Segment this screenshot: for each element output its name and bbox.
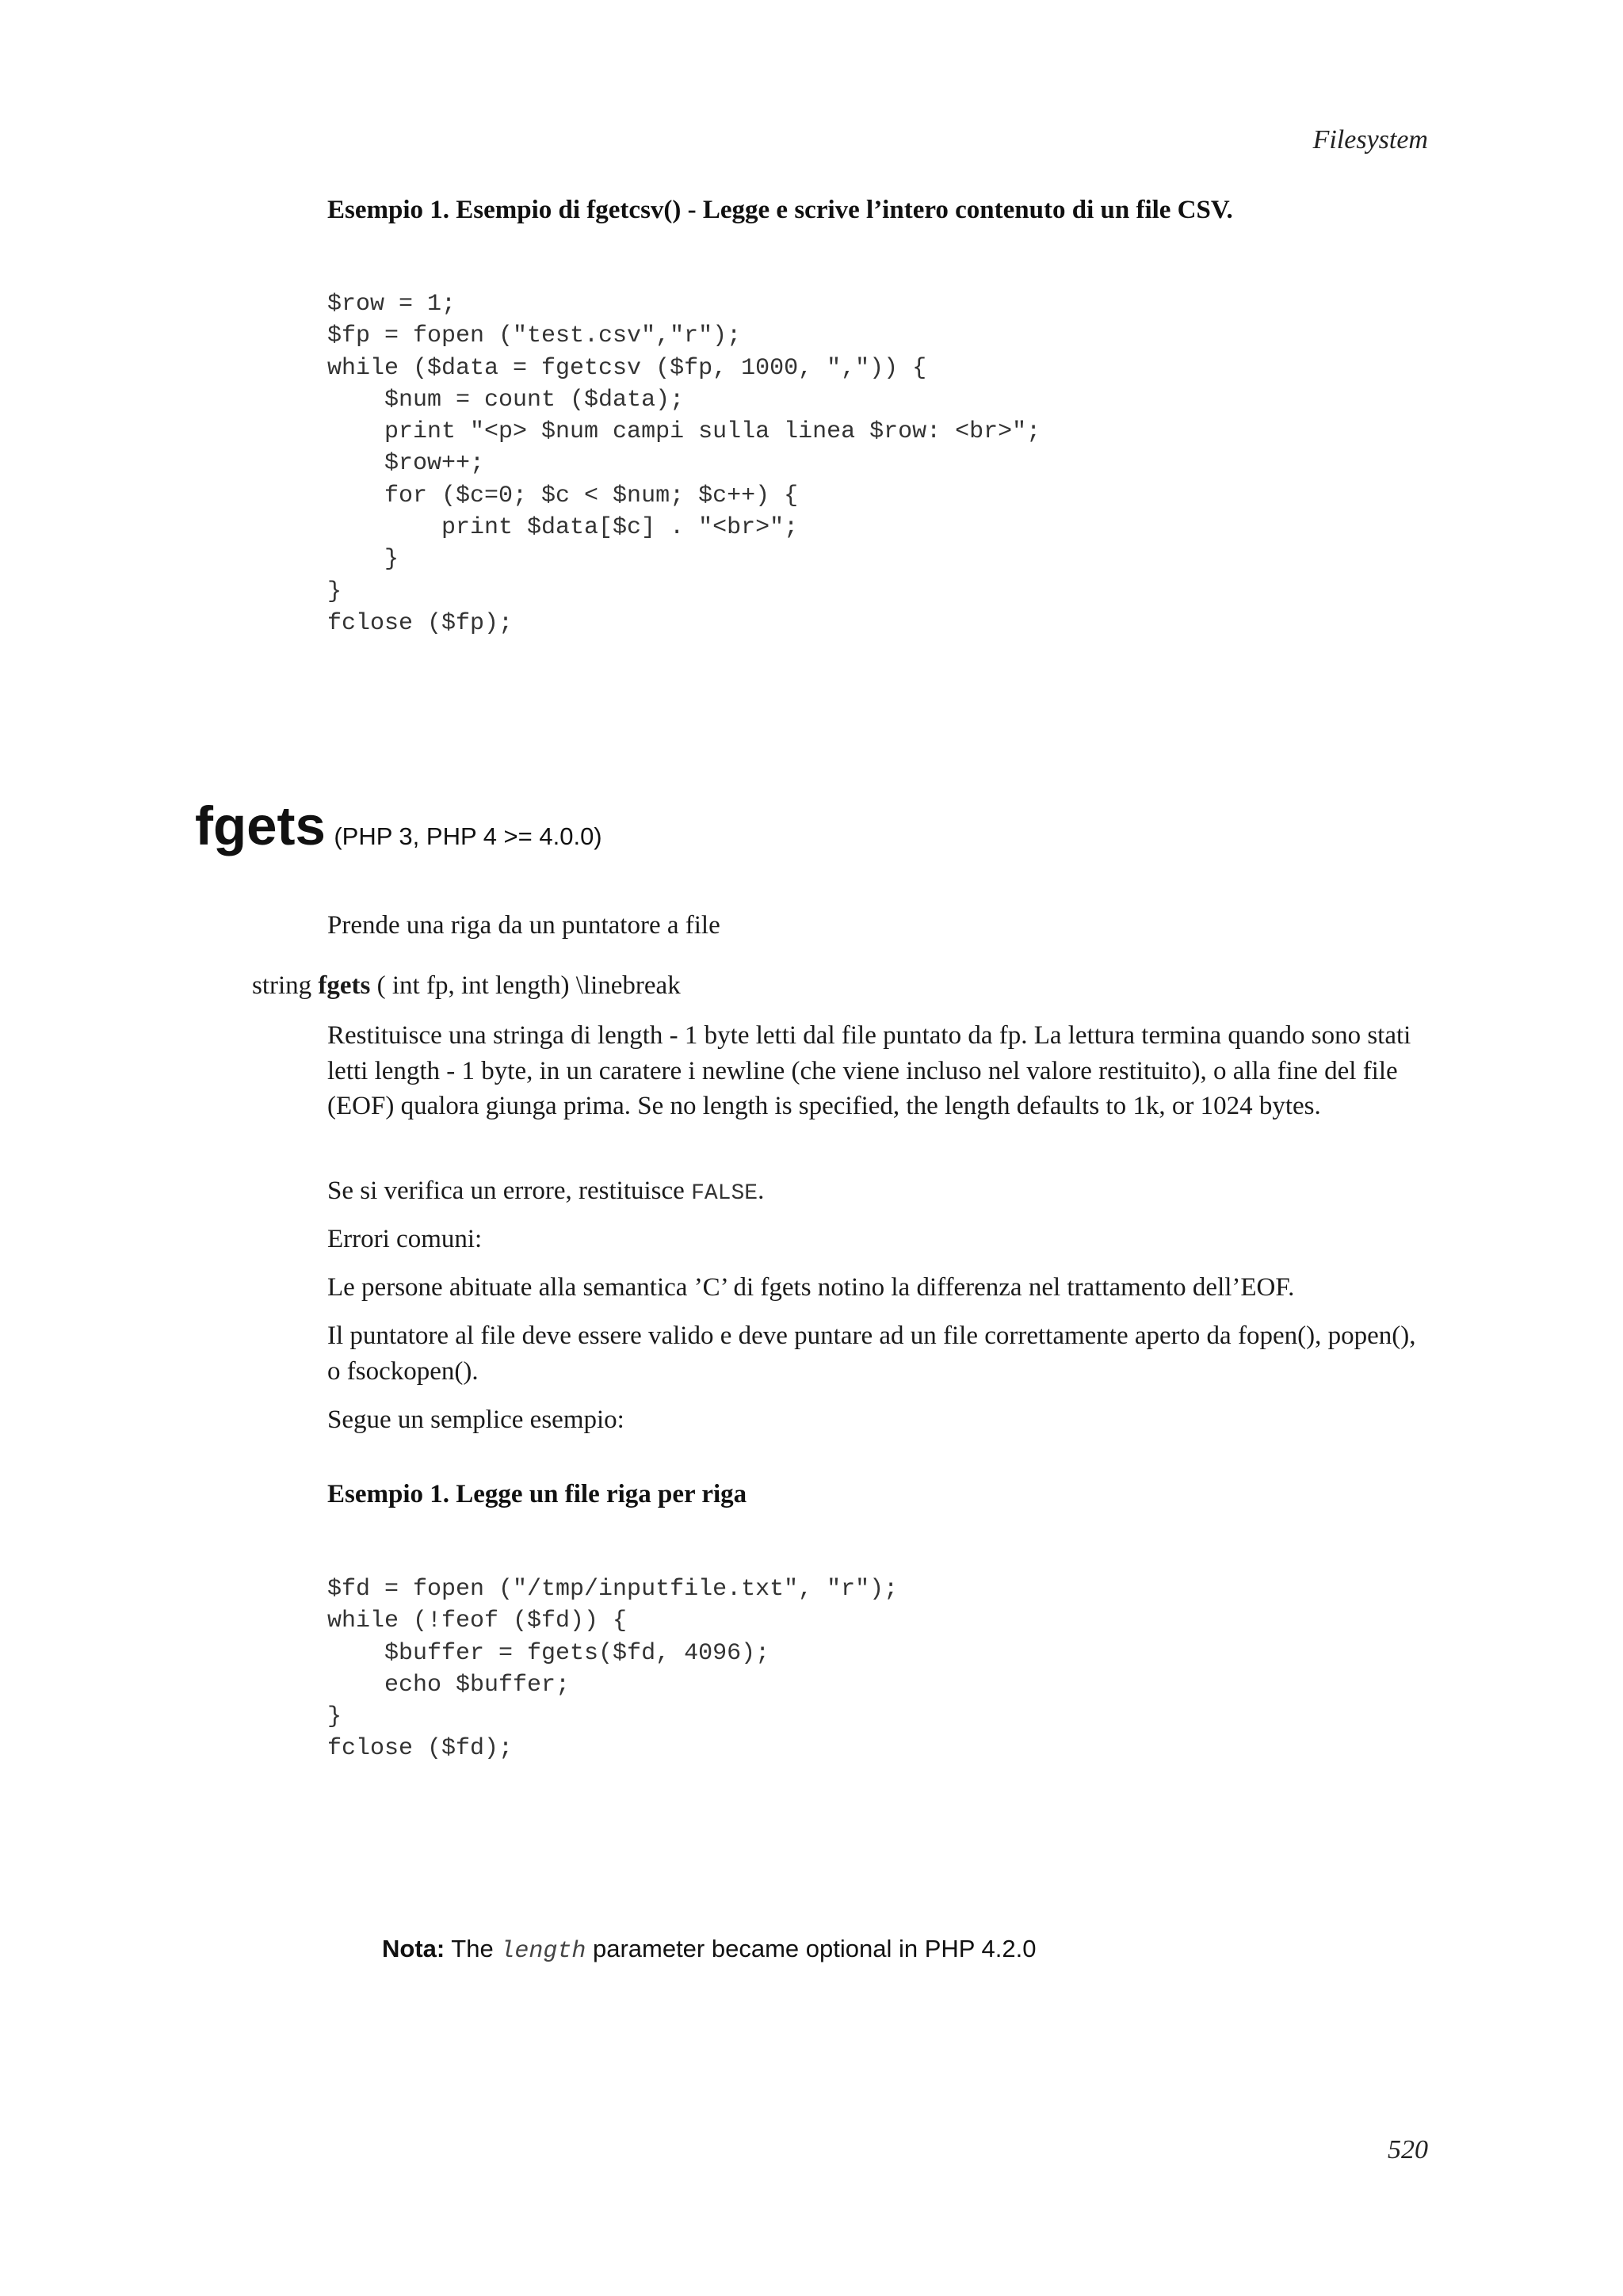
running-header: Filesystem: [1312, 125, 1428, 154]
function-signature: [252, 968, 681, 1003]
example-intro: Segue un semplice esempio:: [327, 1405, 624, 1434]
file-pointer-note: Il puntatore al file deve essere valido e deve puntare ad un file correttamente aperto da fopen(), popen(), o fsockopen().: [327, 1322, 1416, 1386]
false-constant: FALSE: [691, 1181, 758, 1206]
code-block-fgetcsv: $row = 1; $fp = fopen ("test.csv","r"); while ($data = fgetcsv ($fp, 1000, ",")) { $num = count ($data); print "<p> $num campi sulla linea $row: <br>"; $row++; for ($c=0; $c < $num; $c++) { print $data[$c] . "<br>"; } } fclose ($fp);: [327, 291, 1041, 637]
error-return-paragraph: [327, 1173, 1429, 1212]
c-semantics-note: Le persone abituate alla semantica ’C’ di fgets notino la differenza nel trattamento dell’EOF.: [327, 1273, 1295, 1302]
note-parameter: length: [500, 1938, 586, 1965]
function-description: Restituisce una stringa di length - 1 byte letti dal file puntato da fp. La lettura termina quando sono stati letti length - 1 byte, in un caratere i newline (che viene incluso nel valore restituito), o alla fine del file (EOF) qualora giunga prima. Se no length is specified, the length defaults to 1k, or 1024 bytes.: [327, 1021, 1411, 1121]
code-block-fgets: $fd = fopen ("/tmp/inputfile.txt", "r"); while (!feof ($fd)) { $buffer = fgets($fd, 4096); echo $buffer; } fclose ($fd);: [327, 1576, 899, 1763]
signature-return-type: string: [252, 971, 312, 1000]
note: [382, 1932, 1036, 1969]
error-return-suffix: .: [758, 1177, 765, 1205]
common-errors-heading: Errori comuni:: [327, 1225, 483, 1253]
example-title-fgetcsv: Esempio 1. Esempio di fgetcsv() - Legge e scrive l’intero contenuto di un file CSV.: [327, 196, 1233, 224]
function-version: (PHP 3, PHP 4 >= 4.0.0): [334, 822, 602, 850]
error-return-text: Se si verifica un errore, restituisce: [327, 1177, 692, 1205]
signature-function-name: fgets: [318, 971, 371, 1000]
function-summary: Prende una riga da un puntatore a file: [327, 911, 720, 940]
function-name: fgets: [195, 795, 326, 856]
note-label: Nota:: [382, 1935, 445, 1962]
signature-params: ( int fp, int length) \linebreak: [376, 971, 681, 1000]
note-text-after: parameter became optional in PHP 4.2.0: [586, 1935, 1037, 1962]
function-heading: [195, 795, 602, 857]
example-title-fgets: Esempio 1. Legge un file riga per riga: [327, 1480, 747, 1508]
note-text-before: The: [445, 1935, 501, 1962]
page-number: 520: [1388, 2135, 1428, 2164]
